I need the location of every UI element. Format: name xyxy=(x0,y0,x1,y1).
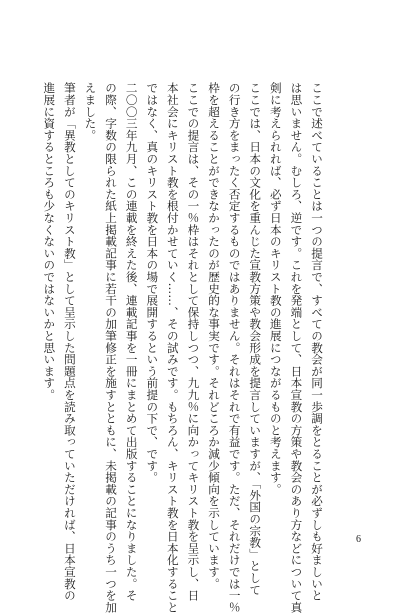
text-line: 筆者が「異教としてのキリスト教」として呈示した問題点を読み取っていただければ、日本宣教の xyxy=(62,82,77,602)
text-line: の際、字数の限られた紙上掲載記事に若干の加筆修正を施すとともに、未掲載の記事のうち一つを加 xyxy=(104,82,119,613)
text-line: ここでの提言は、その一％枠はそれとして保持しつつ、九九％に向かってキリスト教を呈示し、日 xyxy=(186,82,201,602)
text-line: 進展に資するところも少なくないのではないかと思います。 xyxy=(42,82,57,401)
vertical-body-text xyxy=(39,82,327,613)
text-line: の行き方をまったく否定するものではありません。それはそれで有益です。ただ、それだけでは一％ xyxy=(227,82,242,613)
text-line: ではなく、真のキリスト教を日本の場で展開するという前提の下で、です。 xyxy=(145,82,160,484)
text-line: は思いません。むしろ、逆です。これを発端として、日本宣教の方策や教会のあり方などについて真 xyxy=(289,82,304,613)
page-number: 6 xyxy=(356,534,361,545)
text-line: 二〇〇三年九月、この連載を終えた後、連載記事を一冊にまとめて出版することになりました。そ xyxy=(124,82,139,602)
text-line: ここで述べていることは一つの提言で、すべての教会が同一歩調をとることが必ずしも好ましいと xyxy=(310,82,324,602)
text-line: 本社会にキリスト教を根付かせていく……、その試みです。もちろん、キリスト教を日本化すること xyxy=(165,82,180,613)
text-line: 枠を超えることができなかったのが歴史的な事実です。それどころか減少傾向を示しています。 xyxy=(207,82,222,590)
text-line: ここでは、日本の文化を重んじた宣教方策や教会形成を提言していますが、「外国の宗教」として xyxy=(248,82,263,596)
text-line: 剣に考えられれば、必ず日本のキリスト教の進展につながるものと考えます。 xyxy=(268,82,283,495)
text-line: えました。 xyxy=(83,82,98,141)
